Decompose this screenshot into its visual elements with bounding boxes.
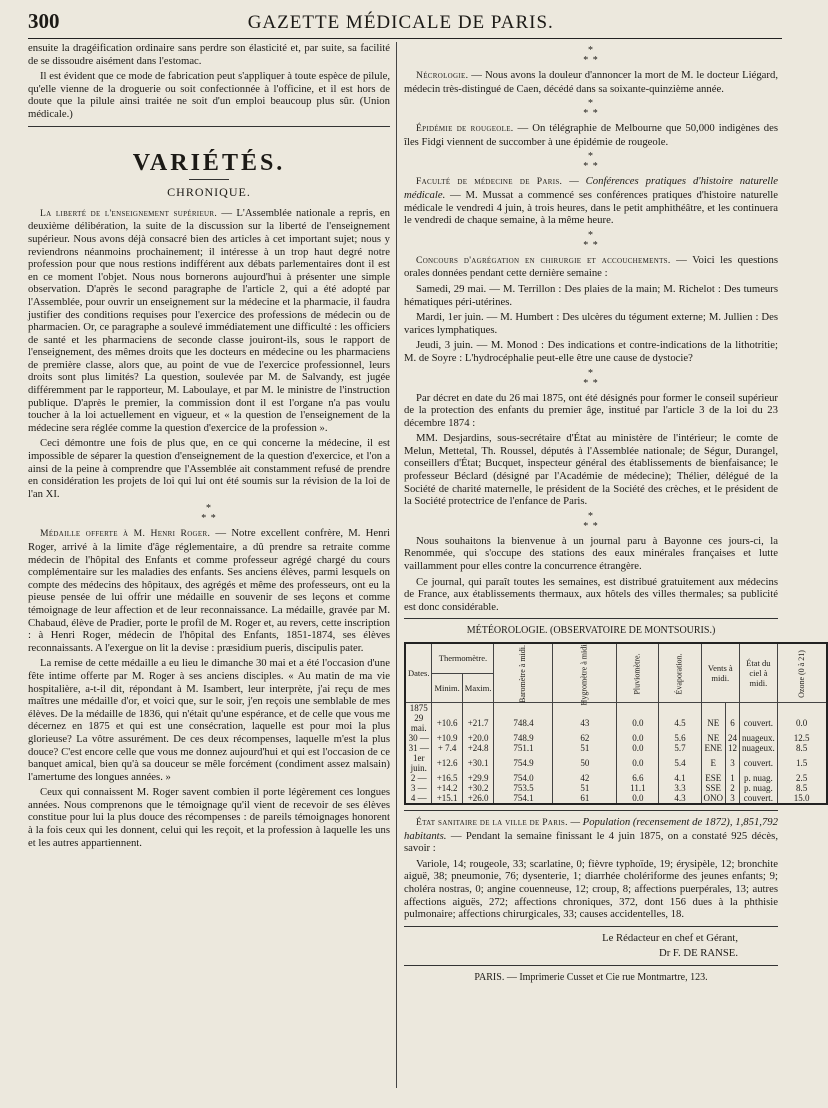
article-epidemie: Épidémie de rougeole. — On télégraphie de Melbourne que 50,000 indigènes des îles Fidgi viennent de succomber à une épidémie de rougeole. [404, 122, 779, 148]
table-cell: 42 [553, 773, 617, 783]
table-cell: 1 [726, 773, 740, 783]
article-medaille: Médaille offerte à M. Henri Roger. — Notre excellent confrère, M. Henri Roger, arrivé à la limite d'âge réglementaire, a dû prendre sa retraite comme médecin de l'hôpital des Enfants et comme professeur agrégé chargé du cours complémentaire sur les maladies des enfants. Ses anciens élèves, parmi lesquels on compte des médecins des hôpitaux, des agrégés et même des professeurs, ont eu la pieuse pensée de lui offrir une médaille en souvenir de ses leçons et comme témoignage de leur affection et de leur reconnaissance. La médaille, gravée par M. Chabaud, élève de Pradier, porte le profil de M. Roger et, au revers, cette inscription : à Henri Roger, médecin de l'hôpital des Enfants, 1851-1874, ses élèves reconnaissants. A l'exergue on lit la devise : præsidium pueris, discipulis pater. [28, 527, 390, 654]
left-column [28, 42, 390, 1072]
paragraph: ensuite la dragéification ordinaire sans perdre son élasticité et, par suite, sa facilité de se dissoudre aisément dans l'estomac. [28, 42, 390, 67]
table-cell: 5.7 [659, 743, 701, 753]
asterism: * * * [583, 151, 599, 173]
table-cell: 0.0 [617, 733, 659, 743]
col-header: Ozone (0 à 21) [777, 643, 826, 703]
asterism: * * * [583, 98, 599, 120]
table-cell: ONO [701, 793, 726, 804]
table-cell: E [701, 753, 726, 773]
article-faculte: Faculté de médecine de Paris. — Conférences pratiques d'histoire naturelle médicale. — M. Mussat a commencé ses conférences pratiques d'histoire naturelle médicale le vendredi 4 juin, à trois heures, dans le petit amphithéâtre, et les continuera le vendredi de chaque semaine, à la même heure. [404, 175, 778, 227]
table-cell: 62 [553, 733, 617, 743]
divider [189, 179, 229, 180]
table-cell: 753.5 [494, 783, 553, 793]
table-cell: +10.6 [432, 713, 462, 733]
table-cell: 1875 [405, 703, 432, 714]
table-cell: 748.9 [494, 733, 553, 743]
table-cell: +21.7 [462, 713, 494, 733]
asterism: * * * [201, 503, 217, 525]
paragraph: Ceux qui connaissent M. Roger savent combien il porte légèrement ces longues années. Nous comprenons que le témoignage qu'il vient de recevoir de ses élèves constitue pour lui la plus douce des récompenses : de pareils témoignages honorent à la fois ceux qui les donnent, celui qui les reçoit, et la profession à laquelle les uns et les autres appartiennent. [28, 786, 390, 849]
col-header: Évaporation. [659, 643, 701, 703]
table-cell: couvert. [740, 753, 778, 773]
table-cell: ENE [701, 743, 726, 753]
table-cell: 12 [726, 743, 740, 753]
table-cell: 0.0 [777, 713, 826, 733]
table-cell: +16.5 [432, 773, 462, 783]
journal-title: GAZETTE MÉDICALE DE PARIS. [247, 12, 554, 33]
table-cell: 29 mai. [405, 713, 432, 733]
table-cell: 43 [553, 713, 617, 733]
table-cell: 5.4 [659, 753, 701, 773]
paragraph: Nous souhaitons la bienvenue à un journal paru à Bayonne ces jours-ci, la Renommée, qui s'occupe des stations des eaux minérales françaises et lutte vaillamment pour elles contre la concurrence étrangère. [404, 534, 778, 573]
page-header [28, 9, 782, 39]
signature-title: Le Rédacteur en chef et Gérant, [602, 931, 738, 944]
table-cell: ESE [701, 773, 726, 783]
paragraph: Ceci démontre une fois de plus que, en ce qui concerne la médecine, il est impossible de séparer la question d'enseignement de la question d'exercice, et l'on a ainsi de la peine à comprendre que l'Assemblée ait constamment refusé de prendre en considération les projets de loi qui lui ont été soumis sur la révision de la loi de l'an XI. [28, 437, 390, 500]
section-subtitle: CHRONIQUE. [167, 185, 251, 200]
table-cell: nuageux. [740, 743, 778, 753]
table-cell: 3.3 [659, 783, 701, 793]
article-heading: Faculté de médecine de Paris. [416, 176, 563, 188]
article-heading: Concours d'agrégation en chirurgie et accouchements. [416, 254, 671, 266]
table-cell: 0.0 [617, 793, 659, 804]
col-header: Minim. [432, 673, 462, 702]
paragraph: Il est évident que ce mode de fabrication peut s'appliquer à toute espèce de pilule, qu'elle vienne de la droguerie ou soit confectionnée à l'officine, et il est hors de doute que la pilule ainsi traitée ne soit d'un emploi beaucoup plus sûr. (Union médicale.) [28, 70, 390, 120]
table-cell: +15.1 [432, 793, 462, 804]
table-cell: 754.0 [494, 773, 553, 783]
table-row [405, 733, 827, 743]
table-cell: +10.9 [432, 733, 462, 743]
asterism: * * * [583, 229, 599, 251]
paragraph: Ce journal, qui paraît toutes les semaines, est distribué gratuitement aux médecins de France, aux établissements thermaux, aux hôtels des villes thermales; sa publicité est donc considérable. [404, 575, 778, 613]
asterism: * * * [583, 510, 599, 532]
table-cell: 751.1 [494, 743, 553, 753]
col-header: Hygromètre à midi. [553, 643, 617, 703]
table-cell: 51 [553, 743, 617, 753]
paragraph: Variole, 14; rougeole, 33; scarlatine, 0; fièvre typhoïde, 19; érysipèle, 12; bronchite aiguë, 38; pneumonie, 76; dysenterie, 1; diarrhée cholériforme des jeunes enfants; 9; choléra nostras, 0; angine couenneuse, 12; croup, 8; affections puerpérales, 13; autres affections aiguës, 272; affections chroniques, 372, dont 156 dues à la phthisie pulmonaire; affections chirurgicales, 33; causes accidentelles, 18. [404, 857, 778, 921]
table-cell: +20.0 [462, 733, 494, 743]
paragraph: Samedi, 29 mai. — M. Terrillon : Des plaies de la main; M. Richelot : Des tumeurs hématiques péri-utérines. [404, 282, 778, 308]
table-cell: 3 — [405, 783, 432, 793]
table-cell: 3 [726, 793, 740, 804]
col-header: Pluviomètre. [617, 643, 659, 703]
table-cell: 15.0 [777, 793, 826, 804]
table-cell: 6 [726, 713, 740, 733]
table-cell: +30.1 [462, 753, 494, 773]
asterism: * * * [583, 367, 599, 389]
col-header: État du ciel à midi. [740, 643, 778, 703]
article-necrologie: Nécrologie. — Nous avons la douleur d'annoncer la mort de M. le docteur Liégard, médecin très-distingué de Caen, décédé dans sa soixante-quinzième année. [404, 69, 778, 95]
table-row [405, 713, 827, 733]
table-cell: 50 [553, 753, 617, 773]
article-concours: Concours d'agrégation en chirurgie et accouchements. — Voici les questions orales données pendant cette dernière semaine : [404, 253, 779, 280]
col-header: Thermomètre. [432, 643, 494, 673]
printer-footer: PARIS. — Imprimerie Cusset et Cie rue Montmartre, 123. [474, 971, 708, 983]
table-title: MÉTÉOROLOGIE. (OBSERVATOIRE DE MONTSOURIS.) [466, 625, 716, 637]
table-cell: 30 — [405, 733, 432, 743]
table-row [405, 793, 827, 804]
article-heading: Nécrologie. [416, 70, 469, 81]
table-cell: 2 [726, 783, 740, 793]
divider [404, 618, 778, 619]
page-number: 300 [28, 9, 60, 33]
table-cell: +26.0 [462, 793, 494, 804]
table-cell: +30.2 [462, 783, 494, 793]
article-etat-sanitaire: État sanitaire de la ville de Paris. — Population (recensement de 1872), 1,851,792 habitants. — Pendant la semaine finissant le 4 juin 1875, on a constaté 925 décès, savoir : [404, 816, 778, 855]
paragraph: La remise de cette médaille a eu lieu le dimanche 30 mai et a été l'occasion d'une fête intime offerte par M. Roger à ses anciens disciples. « Au matin de ma vie hospitalière, a-t-il dit, répondant à M. Isambert, leur interprète, j'ai reçu de mes maîtres une médaille d'or, et voici que, sur le soir, j'en reçois une semblable de mes élèves. De la médaille de 1836, qui n'était qu'une espérance, et de celle que vous me décernez en 1875 et qui est une consécration, laquelle est pour moi la plus glorieuse? La vôtre assurément. De ces deux récompenses, laquelle m'est la plus douce? C'est encore celle que vous me donnez aujourd'hui et qui est l'occasion de ce banquet amical, bien qu'à sa douceur se mêle forcément (condiment assez malsain) l'amertume des longues années. » [28, 657, 390, 783]
table-cell: 754.1 [494, 793, 553, 804]
article-liberte: La liberté de l'enseignement supérieur. — L'Assemblée nationale a repris, en deuxième délibération, la suite de la discussion sur la liberté de l'enseignement supérieur. Nous avons déjà consacré bien des articles à cet important sujet; nous y reviendrons néanmoins prochainement; il intéresse à un trop haut degré notre profession pour que nous restions indifférent aux débats parlementaires dont il est en ce moment l'objet. Nous nous bornerons aujourd'hui à présenter une simple observation. D'après le second paragraphe de l'article 2, qui a été adopté par l'Assemblée, pour ouvrir un enseignement sur la médecine et la pharmacie, il faudra justifier des conditions requises pour l'exercice des professions de médecin ou de pharmacien. Or, ce paragraphe a soulevé immédiatement une difficulté : les officiers de santé et les pharmaciens de seconde classe jouiront-ils, sous le rapport de l'enseignement, des mêmes droits que les docteurs en médecine ou les pharmaciens de première classe, alors que, au point de vue de l'exercice professionnel, leurs droits sont plus limités? La question, soulevée par M. de Salvandy, est jugée différemment par le rapporteur, M. Laboulaye, et par M. le ministre de l'instruction publique. D'après le premier, la commission dont il est l'organe n'a pas voulu toucher à la loi actuellement en vigueur, et « la question de l'enseignement de la médecine sera réglée comme la question d'exercice de la profession ». [28, 206, 390, 434]
table-cell: NE [701, 713, 726, 733]
table-cell: 24 [726, 733, 740, 743]
table-cell: NE [701, 733, 726, 743]
table-cell: 5.6 [659, 733, 701, 743]
col-header: Baromètre à midi. [494, 643, 553, 703]
table-cell: 0.0 [617, 743, 659, 753]
column-divider [396, 42, 397, 1088]
col-header: Maxim. [462, 673, 494, 702]
asterism: * * * [583, 45, 599, 66]
table-cell: 31 — [405, 743, 432, 753]
divider [404, 926, 778, 927]
table-cell: 61 [553, 793, 617, 804]
table-cell: 754.9 [494, 753, 553, 773]
section-title: VARIÉTÉS. [132, 149, 286, 176]
table-cell: nuageux. [740, 733, 778, 743]
table-cell: +12.6 [432, 753, 462, 773]
article-heading: La liberté de l'enseignement supérieur. [40, 207, 218, 219]
table-cell: 6.6 [617, 773, 659, 783]
divider [28, 126, 390, 127]
table-cell: +14.2 [432, 783, 462, 793]
table-cell: 4 — [405, 793, 432, 804]
table-cell: SSE [701, 783, 726, 793]
table-cell: +29.9 [462, 773, 494, 783]
divider [404, 965, 778, 966]
table-row [405, 743, 827, 753]
paragraph: MM. Desjardins, sous-secrétaire d'État au ministère de l'intérieur; le comte de Melun, Mettetal, Th. Roussel, députés à l'Assemblée nationale; de Ségur, Durangel, conseillers d'État; Bucquet, inspecteur général des établissements de bienfaisance; le professeur Béclard (désigné par l'Académie de médecine); Thélier, délégué de la Société de charité maternelle, le président de la Société des crèches, et le président de la Société protectrice de l'enfance de Paris. [404, 432, 778, 508]
table-cell: 8.5 [777, 783, 826, 793]
table-row [405, 753, 827, 773]
table-cell: 51 [553, 783, 617, 793]
table-row [405, 773, 827, 783]
table-cell: 11.1 [617, 783, 659, 793]
table-cell: couvert. [740, 713, 778, 733]
table-cell: 12.5 [777, 733, 826, 743]
table-body [405, 703, 827, 805]
article-heading: État sanitaire de la ville de Paris. [416, 817, 568, 828]
table-cell: 4.3 [659, 793, 701, 804]
table-cell: 1.5 [777, 753, 826, 773]
table-cell: 4.1 [659, 773, 701, 783]
table-cell: 2 — [405, 773, 432, 783]
table-cell: 4.5 [659, 713, 701, 733]
col-header: Dates. [405, 643, 432, 703]
table-row [405, 783, 827, 793]
table-cell: 0.0 [617, 753, 659, 773]
table-cell: + 7.4 [432, 743, 462, 753]
table-cell: couvert. [740, 793, 778, 804]
article-heading: Médaille offerte à M. Henri Roger. [40, 528, 211, 540]
divider [404, 810, 778, 811]
table-cell: 1er juin. [405, 753, 432, 773]
table-cell: p. nuag. [740, 783, 778, 793]
table-cell: 8.5 [777, 743, 826, 753]
table-cell: 0.0 [617, 713, 659, 733]
paragraph: Jeudi, 3 juin. — M. Monod : Des indications et contre-indications de la lithotritie; M. de Soyre : L'hydrocéphalie peut-elle être une cause de dystocie? [404, 339, 778, 364]
meteorology-table [404, 642, 828, 805]
right-column [404, 42, 810, 1072]
table-cell: 748.4 [494, 713, 553, 733]
signature-name: Dr F. DE RANSE. [658, 947, 738, 960]
paragraph: Par décret en date du 26 mai 1875, ont été désignés pour former le conseil supérieur de la protection des enfants du premier âge, institué par l'article 3 de la loi du 23 décembre 1874 : [404, 391, 778, 429]
paragraph: Mardi, 1er juin. — M. Humbert : Des ulcères du tégument externe; M. Jullien : Des varices lymphatiques. [404, 311, 778, 336]
table-cell: +24.8 [462, 743, 494, 753]
table-cell: p. nuag. [740, 773, 778, 783]
col-header: Vents à midi. [701, 643, 740, 703]
table-cell: 3 [726, 753, 740, 773]
table-cell: 2.5 [777, 773, 826, 783]
article-heading: Épidémie de rougeole. [416, 123, 514, 135]
